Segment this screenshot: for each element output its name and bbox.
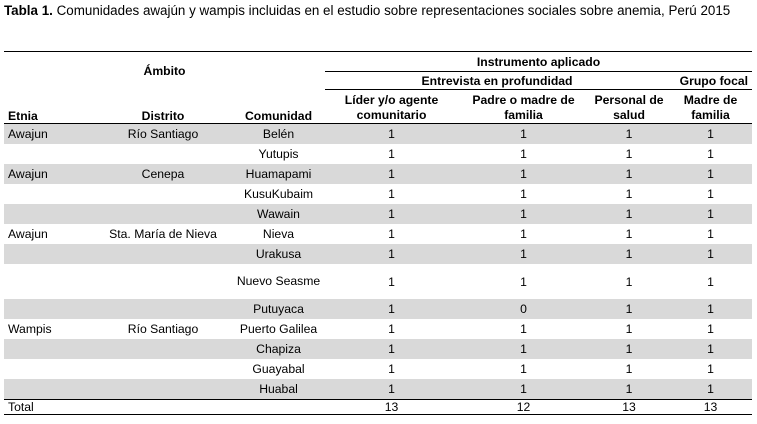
table-row bbox=[4, 204, 752, 224]
cell-madre: 1 bbox=[669, 339, 752, 359]
cell-distrito: Cenepa bbox=[94, 164, 232, 184]
cell-madre: 1 bbox=[707, 147, 714, 161]
cell-lider: 1 bbox=[325, 164, 458, 184]
cell-personal: 1 bbox=[625, 227, 633, 241]
cell-personal: 1 bbox=[589, 339, 669, 359]
total-empty bbox=[232, 400, 325, 415]
table-row bbox=[4, 379, 752, 400]
cell-madre: 1 bbox=[669, 164, 752, 184]
cell-personal: 1 bbox=[589, 204, 669, 224]
cell-lider: 1 bbox=[325, 244, 458, 264]
table-row bbox=[4, 319, 752, 339]
cell-comunidad: KusuKubaim bbox=[243, 187, 314, 201]
cell-personal: 1 bbox=[625, 147, 633, 161]
cell-comunidad: Puerto Galilea bbox=[239, 322, 318, 336]
header-personal: Personal de salud bbox=[589, 90, 669, 124]
header-entrevista: Entrevista en profundidad bbox=[325, 72, 669, 90]
cell-comunidad: Nuevo Seasme bbox=[236, 274, 321, 288]
cell-padre: 1 bbox=[458, 164, 589, 184]
cell-distrito: Sta. María de Nieva bbox=[109, 227, 217, 241]
cell-distrito bbox=[94, 244, 232, 264]
cell-etnia: Awajun bbox=[4, 124, 94, 145]
cell-madre: 1 bbox=[707, 274, 714, 289]
cell-etnia bbox=[4, 184, 94, 204]
header-distrito: Distrito bbox=[94, 90, 232, 124]
cell-padre: 1 bbox=[458, 244, 589, 264]
cell-personal: 1 bbox=[625, 187, 633, 201]
table-caption bbox=[4, 3, 754, 19]
total-empty bbox=[94, 400, 232, 415]
cell-comunidad: Huamapami bbox=[232, 164, 325, 184]
header-comunidad: Comunidad bbox=[232, 90, 325, 124]
cell-etnia bbox=[4, 359, 94, 379]
cell-padre: 1 bbox=[458, 204, 589, 224]
cell-etnia bbox=[4, 204, 94, 224]
cell-padre: 1 bbox=[458, 339, 589, 359]
total-personal: 13 bbox=[589, 400, 669, 415]
table-row bbox=[4, 224, 752, 244]
cell-madre: 1 bbox=[669, 244, 752, 264]
cell-distrito bbox=[94, 264, 232, 299]
cell-distrito bbox=[94, 144, 232, 164]
cell-lider: 1 bbox=[325, 124, 458, 145]
caption-text: Comunidades awajún y wampis incluidas en el estudio sobre representaciones sociales sobre anemia, Perú 2015 bbox=[52, 3, 731, 18]
cell-comunidad: Yutupis bbox=[258, 147, 299, 161]
total-row bbox=[4, 400, 752, 415]
cell-etnia bbox=[4, 244, 94, 264]
cell-lider: 1 bbox=[325, 339, 458, 359]
total-label: Total bbox=[4, 400, 94, 415]
header-etnia: Etnia bbox=[4, 90, 94, 124]
table-row bbox=[4, 299, 752, 319]
cell-padre: 1 bbox=[520, 147, 527, 161]
cell-comunidad: Nieva bbox=[262, 227, 295, 241]
cell-etnia: Awajun bbox=[4, 164, 94, 184]
communities-table bbox=[4, 51, 752, 415]
cell-lider: 1 bbox=[388, 322, 395, 336]
cell-padre: 0 bbox=[458, 299, 589, 319]
cell-lider: 1 bbox=[388, 187, 395, 201]
total-lider: 13 bbox=[325, 400, 458, 415]
table-row bbox=[4, 244, 752, 264]
header-ambito: Ámbito bbox=[4, 52, 325, 90]
cell-lider: 1 bbox=[325, 299, 458, 319]
cell-padre: 1 bbox=[520, 227, 527, 241]
cell-etnia bbox=[4, 144, 94, 164]
header-grupo-focal: Grupo focal bbox=[669, 72, 752, 90]
cell-lider: 1 bbox=[388, 147, 395, 161]
caption-label: Tabla 1. bbox=[4, 3, 53, 18]
cell-padre: 1 bbox=[520, 274, 527, 289]
cell-comunidad: Belén bbox=[232, 124, 325, 145]
cell-personal: 1 bbox=[589, 124, 669, 145]
header-padre: Padre o madre de familia bbox=[458, 90, 589, 124]
cell-madre: 1 bbox=[707, 227, 714, 241]
cell-distrito: Río Santiago bbox=[94, 124, 232, 145]
cell-padre: 1 bbox=[520, 362, 527, 376]
cell-madre: 1 bbox=[707, 322, 714, 336]
cell-lider: 1 bbox=[388, 274, 395, 289]
cell-padre: 1 bbox=[520, 322, 527, 336]
cell-padre: 1 bbox=[458, 379, 589, 400]
cell-madre: 1 bbox=[669, 299, 752, 319]
cell-distrito: Río Santiago bbox=[127, 322, 199, 336]
cell-comunidad: Guayabal bbox=[252, 362, 305, 376]
cell-distrito bbox=[94, 204, 232, 224]
cell-madre: 1 bbox=[707, 362, 714, 376]
table-row bbox=[4, 124, 752, 145]
cell-comunidad: Chapiza bbox=[232, 339, 325, 359]
cell-lider: 1 bbox=[388, 362, 395, 376]
cell-personal: 1 bbox=[589, 164, 669, 184]
cell-distrito bbox=[94, 359, 232, 379]
cell-madre: 1 bbox=[669, 124, 752, 145]
cell-personal: 1 bbox=[625, 274, 633, 289]
cell-etnia bbox=[4, 339, 94, 359]
cell-etnia bbox=[4, 264, 94, 299]
cell-comunidad: Wawain bbox=[232, 204, 325, 224]
cell-comunidad: Huabal bbox=[232, 379, 325, 400]
cell-lider: 1 bbox=[325, 379, 458, 400]
cell-etnia bbox=[4, 379, 94, 400]
cell-distrito bbox=[94, 299, 232, 319]
total-padre: 12 bbox=[458, 400, 589, 415]
cell-personal: 1 bbox=[589, 299, 669, 319]
table-body bbox=[4, 124, 752, 400]
table-row bbox=[4, 164, 752, 184]
cell-madre: 1 bbox=[669, 204, 752, 224]
cell-personal: 1 bbox=[589, 244, 669, 264]
cell-madre: 1 bbox=[707, 187, 714, 201]
header-lider: Líder y/o agente comunitario bbox=[325, 90, 458, 124]
table-row bbox=[4, 359, 752, 379]
cell-comunidad: Urakusa bbox=[232, 244, 325, 264]
cell-comunidad: Putuyaca bbox=[232, 299, 325, 319]
total-madre: 13 bbox=[669, 400, 752, 415]
cell-distrito bbox=[94, 184, 232, 204]
cell-padre: 1 bbox=[520, 187, 527, 201]
cell-etnia bbox=[4, 299, 94, 319]
cell-lider: 1 bbox=[388, 227, 395, 241]
table-row bbox=[4, 264, 752, 299]
cell-personal: 1 bbox=[625, 322, 633, 336]
cell-etnia: Awajun bbox=[8, 227, 48, 241]
cell-lider: 1 bbox=[325, 204, 458, 224]
cell-etnia: Wampis bbox=[8, 322, 52, 336]
cell-padre: 1 bbox=[458, 124, 589, 145]
table-row bbox=[4, 144, 752, 164]
cell-distrito bbox=[94, 379, 232, 400]
header-instrumento: Instrumento aplicado bbox=[325, 52, 752, 72]
cell-personal: 1 bbox=[589, 379, 669, 400]
cell-madre: 1 bbox=[669, 379, 752, 400]
cell-distrito bbox=[94, 339, 232, 359]
table-row bbox=[4, 184, 752, 204]
cell-personal: 1 bbox=[625, 362, 633, 376]
header-madre: Madre de familia bbox=[669, 90, 752, 124]
table-row bbox=[4, 339, 752, 359]
